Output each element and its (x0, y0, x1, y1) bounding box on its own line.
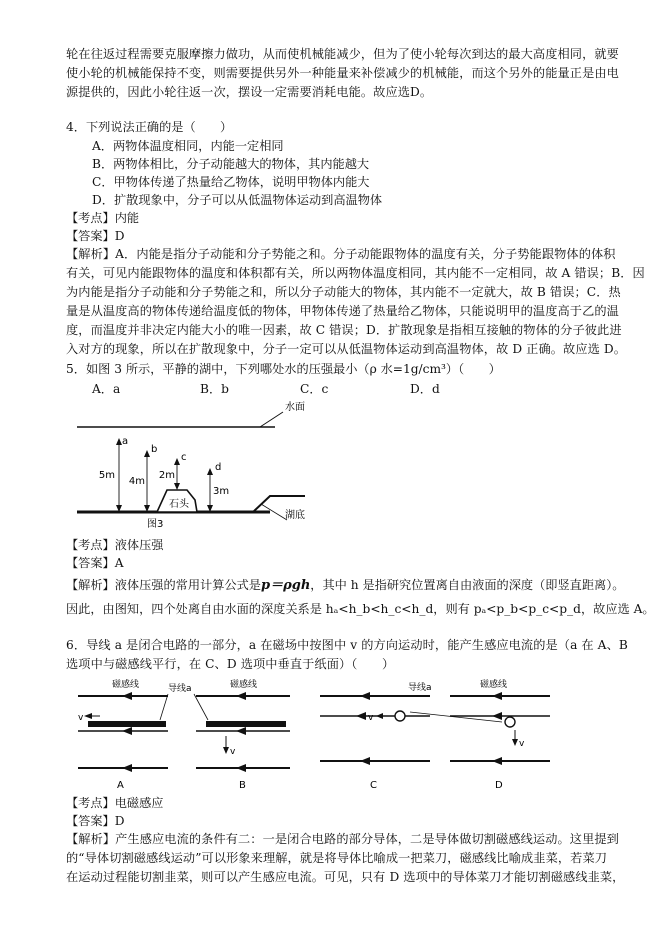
intro-paragraph (66, 45, 619, 102)
panel-a (78, 678, 168, 791)
question-5-option-c: C．c (300, 382, 329, 396)
velocity-label: v (230, 747, 236, 757)
depth-c-label: 2m (158, 470, 175, 481)
velocity-label: v (78, 713, 84, 723)
question-4-stem: 4．下列说法正确的是（ ） (66, 120, 233, 134)
question-6-stem (66, 636, 628, 674)
magnetic-field-figure (70, 676, 570, 794)
question-5-stem: 5．如图 3 所示，平静的湖中，下列哪处水的压强最小（ρ 水=1g/cm³）（ ） (66, 362, 501, 376)
text-line: 轮在往返过程需要克服摩擦力做功，从而使机械能减少，但为了使小轮每次到达的最大高度相同，就要 (66, 47, 619, 61)
stone-label: 石头 (169, 499, 189, 510)
lake-bottom-label: 湖底 (285, 510, 305, 521)
panel-d (410, 678, 550, 791)
question-6-answer: 【答案】D (66, 814, 125, 828)
question-6-topic: 【考点】电磁感应 (66, 796, 164, 810)
question-5-analysis-line2: 因此，由图知，四个处离自由水面的深度关系是 hₐ<h_b<h_c<h_d，则有 pₐ<p_b<p_c<p_d，故应选 A。 (66, 602, 655, 616)
wire-b (206, 721, 286, 727)
depth-a-label: 5m (98, 470, 115, 481)
panel-label: B (239, 780, 246, 791)
point-d-label: d (215, 462, 222, 473)
point-c-label: c (181, 452, 187, 463)
text-line: 为内能是指分子动能和分子势能之和，所以分子动能大的物体，其内能不一定就大，故 B 错误；C．热 (66, 285, 621, 299)
text-line: 度，而温度并非决定内能大小的唯一因素，故 C 错误；D．扩散现象是指相互接触的物体的分子彼此进 (66, 323, 622, 337)
text-line: 量是从温度高的物体传递给温度低的物体，甲物体传递了热量给乙物体，只能说明甲的温度高于乙的温 (66, 304, 619, 318)
wire-c (395, 711, 405, 721)
question-5-answer: 【答案】A (66, 556, 124, 570)
analysis-suffix: ，其中 h 是指研究位置离自由液面的深度（即竖直距离）。 (310, 578, 625, 592)
text-line: 有关，可见内能跟物体的温度和体积都有关，所以两物体温度相同，其内能不一定相同，故 A 错误；B．因 (66, 266, 645, 280)
field-label: 磁感线 (480, 680, 508, 690)
text-line: 6．导线 a 是闭合电路的一部分，a 在磁场中按图中 v 的方向运动时，能产生感应电流的是（a 在 A、B (66, 638, 628, 652)
text-line: 入对方的现象，所以在扩散现象中，分子一定可以从低温物体运动到高温物体，故 D 正确。故应选 D。 (66, 342, 627, 356)
question-4-option-b: B．两物体相比，分子动能越大的物体，其内能越大 (92, 157, 370, 171)
text-line: 在运动过程能切割韭菜，则可以产生感应电流。可见，只有 D 选项中的导体菜刀才能切割磁感线韭菜， (66, 870, 625, 884)
text-line: 使小轮的机械能保持不变，则需要提供另外一种能量来补偿减少的机械能，而这个另外的能量正是由电 (66, 66, 619, 80)
text-line: 【解析】A．内能是指分子动能和分子势能之和。分子动能跟物体的温度有关，分子势能跟物体的体积 (66, 247, 616, 261)
water-surface-label: 水面 (285, 402, 305, 413)
question-5-analysis (66, 576, 624, 595)
point-a-label: a (122, 436, 129, 447)
panel-label: D (495, 780, 503, 791)
label-leader (260, 412, 283, 427)
text-line: 源提供的，因此小轮往返一次，摆设一定需要消耗电能。故应选D。 (66, 85, 433, 99)
question-5-option-d: D．d (410, 382, 440, 396)
panel-label: C (370, 780, 377, 791)
panel-b (196, 678, 290, 791)
velocity-label: v (519, 739, 525, 749)
field-label: 磁感线 (230, 680, 258, 690)
wire-a (88, 721, 166, 727)
question-4-answer: 【答案】D (66, 229, 125, 243)
text-line: 选项中与磁感线平行，在 C、D 选项中垂直于纸面）（ ） (66, 657, 395, 671)
question-4-option-c: C．甲物体传递了热量给乙物体，说明甲物体内能大 (92, 175, 370, 189)
question-4-option-d: D．扩散现象中，分子可以从低温物体运动到高温物体 (92, 193, 383, 207)
wire-label: 导线a (168, 684, 192, 694)
lake-pressure-figure (75, 392, 315, 532)
figure-caption: 图3 (147, 519, 164, 530)
question-4-topic: 【考点】内能 (66, 211, 140, 225)
text-line: 【解析】产生感应电流的条件有二：一是闭合电路的部分导体，二是导体做切割磁感线运动。这里提到 (66, 832, 619, 846)
analysis-prefix: 【解析】液体压强的常用计算公式是 (66, 578, 261, 592)
question-6-analysis (66, 830, 625, 887)
pressure-formula: p＝ρgh (261, 578, 311, 593)
panel-label: A (117, 780, 124, 791)
depth-d-label: 3m (213, 486, 230, 497)
panel-c (320, 681, 432, 791)
field-label: 磁感线 (112, 680, 140, 690)
question-5-topic: 【考点】液体压强 (66, 538, 164, 552)
wire-d (505, 717, 515, 727)
point-b-label: b (151, 444, 158, 455)
depth-b-label: 4m (128, 476, 145, 487)
question-5-option-b: B．b (200, 382, 229, 396)
wire-label: 导线a (408, 683, 432, 693)
text-line: 的“导体切割磁感线运动”可以形象来理解，就是将导体比喻成一把菜刀，磁感线比喻成韭菜，若菜刀 (66, 851, 608, 865)
velocity-label: v (368, 713, 374, 723)
question-4-option-a: A．两物体温度相同，内能一定相同 (92, 139, 284, 153)
question-4-analysis (66, 245, 645, 359)
question-5-option-a: A．a (92, 382, 121, 396)
